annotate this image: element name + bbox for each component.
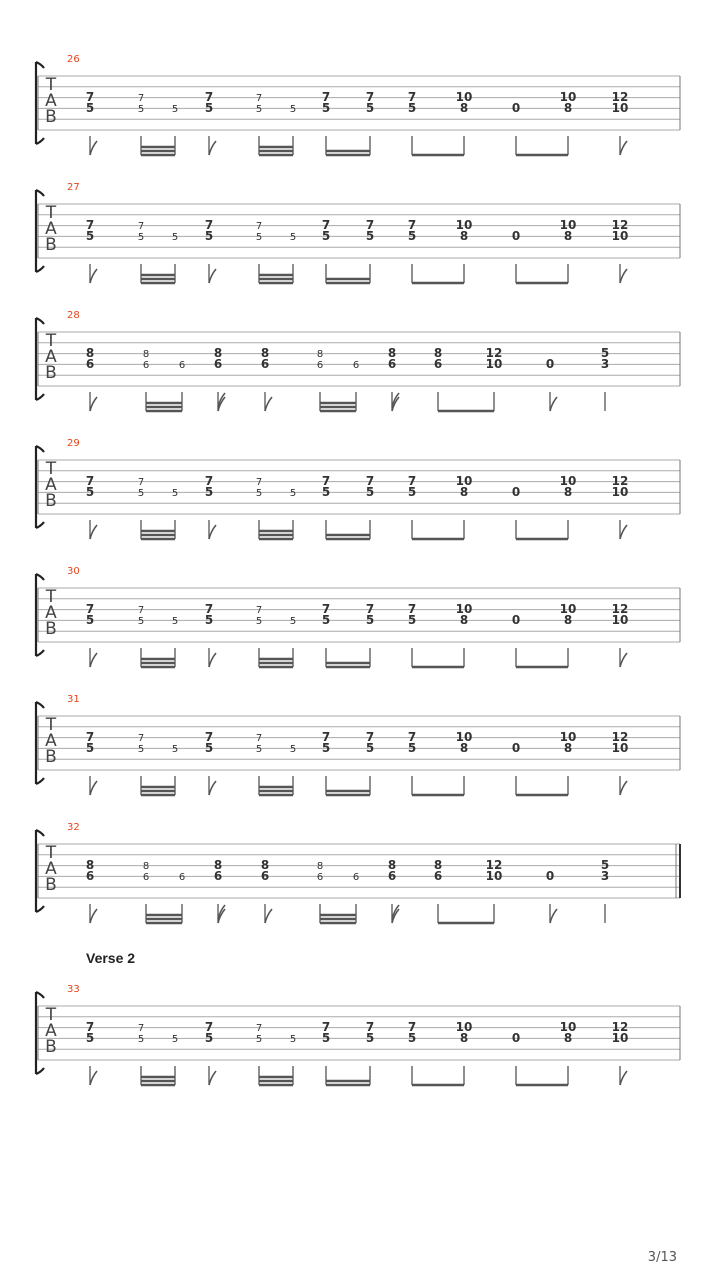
- system-27-grace-note-3: 5: [289, 231, 297, 243]
- system-26-note-5-upper: 7: [365, 90, 375, 105]
- system-28-note-9-lower: 3: [600, 356, 610, 371]
- system-26-note-6-upper: 7: [407, 90, 417, 105]
- system-30-note-5-upper: 7: [365, 602, 375, 617]
- page-number: 3/13: [647, 1250, 677, 1265]
- system-31-note-10-upper: 12: [611, 730, 629, 745]
- system-32-note-3-upper: 8: [260, 858, 270, 873]
- system-31-note-10-lower: 10: [611, 740, 629, 755]
- system-30-note-9-lower: 8: [563, 612, 573, 627]
- system-28-note-7-lower: 10: [485, 356, 503, 371]
- system-26-note-6-lower: 5: [407, 100, 417, 115]
- system-28-note-7-upper: 12: [485, 346, 503, 361]
- system-26-bracket: [36, 62, 44, 144]
- system-28-note-1-lower: 6: [142, 359, 150, 371]
- system-31-note-4-lower: 5: [321, 740, 331, 755]
- system-29-note-8: 0: [511, 484, 521, 499]
- system-27-rhythm-10-flag: [620, 269, 627, 283]
- system-31-note-5-lower: 5: [365, 740, 375, 755]
- system-31-note-6-upper: 7: [407, 730, 417, 745]
- system-28-note-4-upper: 8: [316, 349, 324, 361]
- system-27-rhythm-0-flag: [90, 269, 97, 283]
- system-28-grace-note-1: 6: [178, 359, 186, 371]
- system-27-note-2-upper: 7: [204, 218, 214, 233]
- system-30-note-10-lower: 10: [611, 612, 629, 627]
- system-30-note-0-lower: 5: [85, 612, 95, 627]
- system-27-note-6-upper: 7: [407, 218, 417, 233]
- system-31-note-3-upper: 7: [255, 733, 263, 745]
- system-33-tab-clef-b: B: [45, 1037, 57, 1057]
- system-26-rhythm-2-flag: [209, 141, 216, 155]
- system-29-note-7-upper: 10: [455, 474, 473, 489]
- system-26-note-10-upper: 12: [611, 90, 629, 105]
- system-31-rhythm-0-flag: [90, 781, 97, 795]
- system-26-tab-clef-a: A: [45, 91, 57, 111]
- system-32-note-9-upper: 5: [600, 858, 610, 873]
- system-32-note-9-lower: 3: [600, 868, 610, 883]
- system-29-note-0-upper: 7: [85, 474, 95, 489]
- system-33-note-2-upper: 7: [204, 1020, 214, 1035]
- system-28-note-6-upper: 8: [433, 346, 443, 361]
- system-29-note-7-lower: 8: [459, 484, 469, 499]
- system-29-note-5-upper: 7: [365, 474, 375, 489]
- system-33-note-10-lower: 10: [611, 1030, 629, 1045]
- system-31-note-1-upper: 7: [137, 733, 145, 745]
- system-32-note-0-upper: 8: [85, 858, 95, 873]
- system-28-rhythm-3-flag: [265, 397, 272, 411]
- system-29-tab-clef-t: T: [45, 459, 57, 479]
- system-26-note-1-lower: 5: [137, 103, 145, 115]
- system-32-note-0-lower: 6: [85, 868, 95, 883]
- system-28-note-5-upper: 8: [387, 346, 397, 361]
- system-28-note-3-lower: 6: [260, 356, 270, 371]
- system-32-measure-number: 32: [67, 822, 80, 833]
- system-28-note-9-upper: 5: [600, 346, 610, 361]
- system-28-note-5-lower: 6: [387, 356, 397, 371]
- system-31-bracket: [36, 702, 44, 784]
- system-30-note-8: 0: [511, 612, 521, 627]
- system-29-measure-number: 29: [67, 438, 80, 449]
- system-32-note-8: 0: [545, 868, 555, 883]
- system-32-note-5-lower: 6: [387, 868, 397, 883]
- system-30-note-1-lower: 5: [137, 615, 145, 627]
- system-32-rhythm-0-flag: [90, 909, 97, 923]
- system-32-grace-note-4: 6: [352, 871, 360, 883]
- system-29-grace-note-1: 5: [171, 487, 179, 499]
- system-28-tab-clef-t: T: [45, 331, 57, 351]
- system-30-grace-note-3: 5: [289, 615, 297, 627]
- system-27-note-0-lower: 5: [85, 228, 95, 243]
- system-26-tab-clef-t: T: [45, 75, 57, 95]
- system-31-rhythm-10-flag: [620, 781, 627, 795]
- system-27-note-4-upper: 7: [321, 218, 331, 233]
- system-32-grace-note-1: 6: [178, 871, 186, 883]
- system-26-note-5-lower: 5: [365, 100, 375, 115]
- system-33-tab-clef-a: A: [45, 1021, 57, 1041]
- system-28-note-8: 0: [545, 356, 555, 371]
- system-31-note-2-lower: 5: [204, 740, 214, 755]
- system-29-note-1-upper: 7: [137, 477, 145, 489]
- system-32-note-2-lower: 6: [213, 868, 223, 883]
- system-28-rhythm-0-flag: [90, 397, 97, 411]
- system-30-note-10-upper: 12: [611, 602, 629, 617]
- system-30-note-7-lower: 8: [459, 612, 469, 627]
- system-31-note-6-lower: 5: [407, 740, 417, 755]
- system-33-note-3-upper: 7: [255, 1023, 263, 1035]
- system-30-rhythm-10-flag: [620, 653, 627, 667]
- system-26-rhythm-0-flag: [90, 141, 97, 155]
- system-30-note-6-upper: 7: [407, 602, 417, 617]
- system-33-note-0-upper: 7: [85, 1020, 95, 1035]
- system-28-note-0-lower: 6: [85, 356, 95, 371]
- system-31-measure-number: 31: [67, 694, 80, 705]
- system-28-note-3-upper: 8: [260, 346, 270, 361]
- system-26-note-3-upper: 7: [255, 93, 263, 105]
- system-28-measure-number: 28: [67, 310, 80, 321]
- system-32-rhythm-3-flag: [265, 909, 272, 923]
- system-33-note-2-lower: 5: [204, 1030, 214, 1045]
- system-26-note-4-upper: 7: [321, 90, 331, 105]
- system-31-tab-clef-a: A: [45, 731, 57, 751]
- system-31-note-9-upper: 10: [559, 730, 577, 745]
- system-32-tab-clef-t: T: [45, 843, 57, 863]
- system-33-note-1-upper: 7: [137, 1023, 145, 1035]
- system-28-tab-clef-a: A: [45, 347, 57, 367]
- system-32-note-5-upper: 8: [387, 858, 397, 873]
- system-30-note-3-lower: 5: [255, 615, 263, 627]
- system-30-tab-clef-a: A: [45, 603, 57, 623]
- system-33-note-10-upper: 12: [611, 1020, 629, 1035]
- system-28-rhythm-5-flag-2: [392, 393, 399, 407]
- system-31-grace-note-1: 5: [171, 743, 179, 755]
- system-33-note-7-upper: 10: [455, 1020, 473, 1035]
- system-29-note-10-lower: 10: [611, 484, 629, 499]
- system-32-note-6-upper: 8: [433, 858, 443, 873]
- system-31-rhythm-2-flag: [209, 781, 216, 795]
- system-31-tab-clef-b: B: [45, 747, 57, 767]
- system-31-note-0-lower: 5: [85, 740, 95, 755]
- system-32-note-4-upper: 8: [316, 861, 324, 873]
- system-31-note-7-lower: 8: [459, 740, 469, 755]
- system-33-note-9-lower: 8: [563, 1030, 573, 1045]
- system-31-note-9-lower: 8: [563, 740, 573, 755]
- system-27-note-3-lower: 5: [255, 231, 263, 243]
- system-26-note-10-lower: 10: [611, 100, 629, 115]
- system-26-note-0-upper: 7: [85, 90, 95, 105]
- system-27-note-7-upper: 10: [455, 218, 473, 233]
- system-33-note-7-lower: 8: [459, 1030, 469, 1045]
- system-27-note-5-upper: 7: [365, 218, 375, 233]
- system-29-note-5-lower: 5: [365, 484, 375, 499]
- system-32-note-1-upper: 8: [142, 861, 150, 873]
- system-26-note-2-lower: 5: [204, 100, 214, 115]
- system-33-note-1-lower: 5: [137, 1033, 145, 1045]
- system-27-tab-clef-b: B: [45, 235, 57, 255]
- system-33-note-8: 0: [511, 1030, 521, 1045]
- system-26-grace-note-1: 5: [171, 103, 179, 115]
- system-33-note-5-lower: 5: [365, 1030, 375, 1045]
- system-26-note-3-lower: 5: [255, 103, 263, 115]
- system-32-rhythm-5-flag-2: [392, 905, 399, 919]
- system-32-note-7-lower: 10: [485, 868, 503, 883]
- system-33-note-6-upper: 7: [407, 1020, 417, 1035]
- system-26-note-7-upper: 10: [455, 90, 473, 105]
- system-33-grace-note-1: 5: [171, 1033, 179, 1045]
- system-30-note-3-upper: 7: [255, 605, 263, 617]
- system-26-measure-number: 26: [67, 54, 80, 65]
- system-32-note-4-lower: 6: [316, 871, 324, 883]
- system-27-note-9-lower: 8: [563, 228, 573, 243]
- system-32-rhythm-8-flag: [550, 909, 557, 923]
- system-31-note-5-upper: 7: [365, 730, 375, 745]
- system-32-note-6-lower: 6: [433, 868, 443, 883]
- system-31-grace-note-3: 5: [289, 743, 297, 755]
- system-31-note-2-upper: 7: [204, 730, 214, 745]
- system-33-note-4-lower: 5: [321, 1030, 331, 1045]
- system-27-grace-note-1: 5: [171, 231, 179, 243]
- system-31-note-4-upper: 7: [321, 730, 331, 745]
- system-30-rhythm-0-flag: [90, 653, 97, 667]
- system-30-note-4-upper: 7: [321, 602, 331, 617]
- system-27-note-10-lower: 10: [611, 228, 629, 243]
- system-28-note-1-upper: 8: [142, 349, 150, 361]
- system-29-note-3-upper: 7: [255, 477, 263, 489]
- system-26-tab-clef-b: B: [45, 107, 57, 127]
- system-32-rhythm-2-flag-2: [218, 905, 225, 919]
- system-29-note-3-lower: 5: [255, 487, 263, 499]
- system-29-rhythm-0-flag: [90, 525, 97, 539]
- system-26-note-0-lower: 5: [85, 100, 95, 115]
- system-29-tab-clef-a: A: [45, 475, 57, 495]
- system-27-note-4-lower: 5: [321, 228, 331, 243]
- system-31-tab-clef-t: T: [45, 715, 57, 735]
- system-26-note-7-lower: 8: [459, 100, 469, 115]
- system-27-tab-clef-a: A: [45, 219, 57, 239]
- system-26-note-1-upper: 7: [137, 93, 145, 105]
- system-33-measure-number: 33: [67, 984, 80, 995]
- system-29-rhythm-10-flag: [620, 525, 627, 539]
- system-26-note-4-lower: 5: [321, 100, 331, 115]
- system-29-note-6-lower: 5: [407, 484, 417, 499]
- system-31-note-7-upper: 10: [455, 730, 473, 745]
- system-31-note-8: 0: [511, 740, 521, 755]
- system-28-note-6-lower: 6: [433, 356, 443, 371]
- system-29-note-4-upper: 7: [321, 474, 331, 489]
- system-31-note-3-lower: 5: [255, 743, 263, 755]
- system-30-note-0-upper: 7: [85, 602, 95, 617]
- system-32-note-2-upper: 8: [213, 858, 223, 873]
- system-28-rhythm-2-flag-2: [218, 393, 225, 407]
- system-30-note-2-lower: 5: [204, 612, 214, 627]
- system-26-note-9-upper: 10: [559, 90, 577, 105]
- system-26-rhythm-10-flag: [620, 141, 627, 155]
- system-33-note-9-upper: 10: [559, 1020, 577, 1035]
- system-28-note-0-upper: 8: [85, 346, 95, 361]
- system-27-note-2-lower: 5: [204, 228, 214, 243]
- system-28-note-2-lower: 6: [213, 356, 223, 371]
- system-33-rhythm-2-flag: [209, 1071, 216, 1085]
- system-28-bracket: [36, 318, 44, 400]
- system-27-bracket: [36, 190, 44, 272]
- system-27-note-3-upper: 7: [255, 221, 263, 233]
- system-29-note-1-lower: 5: [137, 487, 145, 499]
- system-27-note-1-lower: 5: [137, 231, 145, 243]
- system-29-grace-note-3: 5: [289, 487, 297, 499]
- system-27-rhythm-2-flag: [209, 269, 216, 283]
- system-29-note-4-lower: 5: [321, 484, 331, 499]
- system-28-rhythm-8-flag: [550, 397, 557, 411]
- system-33-note-0-lower: 5: [85, 1030, 95, 1045]
- system-28-tab-clef-b: B: [45, 363, 57, 383]
- system-27-note-5-lower: 5: [365, 228, 375, 243]
- system-26-note-8: 0: [511, 100, 521, 115]
- system-29-note-2-upper: 7: [204, 474, 214, 489]
- system-27-note-6-lower: 5: [407, 228, 417, 243]
- system-30-tab-clef-t: T: [45, 587, 57, 607]
- system-30-grace-note-1: 5: [171, 615, 179, 627]
- system-30-note-9-upper: 10: [559, 602, 577, 617]
- system-31-note-0-upper: 7: [85, 730, 95, 745]
- system-29-note-9-lower: 8: [563, 484, 573, 499]
- system-30-bracket: [36, 574, 44, 656]
- system-30-note-7-upper: 10: [455, 602, 473, 617]
- system-33-note-6-lower: 5: [407, 1030, 417, 1045]
- system-29-rhythm-2-flag: [209, 525, 216, 539]
- system-32-note-7-upper: 12: [485, 858, 503, 873]
- system-29-tab-clef-b: B: [45, 491, 57, 511]
- system-30-note-1-upper: 7: [137, 605, 145, 617]
- system-30-note-5-lower: 5: [365, 612, 375, 627]
- system-29-note-0-lower: 5: [85, 484, 95, 499]
- system-32-tab-clef-a: A: [45, 859, 57, 879]
- system-32-note-3-lower: 6: [260, 868, 270, 883]
- system-29-note-9-upper: 10: [559, 474, 577, 489]
- system-33-note-5-upper: 7: [365, 1020, 375, 1035]
- system-31-note-1-lower: 5: [137, 743, 145, 755]
- system-27-tab-clef-t: T: [45, 203, 57, 223]
- system-33-grace-note-3: 5: [289, 1033, 297, 1045]
- system-28-note-2-upper: 8: [213, 346, 223, 361]
- system-33-tab-clef-t: T: [45, 1005, 57, 1025]
- system-30-measure-number: 30: [67, 566, 80, 577]
- system-26-grace-note-3: 5: [289, 103, 297, 115]
- system-26-note-9-lower: 8: [563, 100, 573, 115]
- system-33-rhythm-10-flag: [620, 1071, 627, 1085]
- system-27-note-9-upper: 10: [559, 218, 577, 233]
- system-33-note-3-lower: 5: [255, 1033, 263, 1045]
- section-label-verse-2: Verse 2: [86, 950, 136, 966]
- system-29-bracket: [36, 446, 44, 528]
- system-27-note-1-upper: 7: [137, 221, 145, 233]
- system-27-note-7-lower: 8: [459, 228, 469, 243]
- system-29-note-10-upper: 12: [611, 474, 629, 489]
- system-29-note-2-lower: 5: [204, 484, 214, 499]
- system-33-rhythm-0-flag: [90, 1071, 97, 1085]
- system-33-bracket: [36, 992, 44, 1074]
- system-26-note-2-upper: 7: [204, 90, 214, 105]
- system-30-tab-clef-b: B: [45, 619, 57, 639]
- system-32-bracket: [36, 830, 44, 912]
- system-28-grace-note-4: 6: [352, 359, 360, 371]
- system-27-note-8: 0: [511, 228, 521, 243]
- system-29-note-6-upper: 7: [407, 474, 417, 489]
- system-27-note-10-upper: 12: [611, 218, 629, 233]
- system-32-tab-clef-b: B: [45, 875, 57, 895]
- system-30-note-2-upper: 7: [204, 602, 214, 617]
- system-27-measure-number: 27: [67, 182, 80, 193]
- system-33-note-4-upper: 7: [321, 1020, 331, 1035]
- system-30-note-6-lower: 5: [407, 612, 417, 627]
- system-27-note-0-upper: 7: [85, 218, 95, 233]
- system-30-note-4-lower: 5: [321, 612, 331, 627]
- system-32-note-1-lower: 6: [142, 871, 150, 883]
- system-30-rhythm-2-flag: [209, 653, 216, 667]
- system-28-note-4-lower: 6: [316, 359, 324, 371]
